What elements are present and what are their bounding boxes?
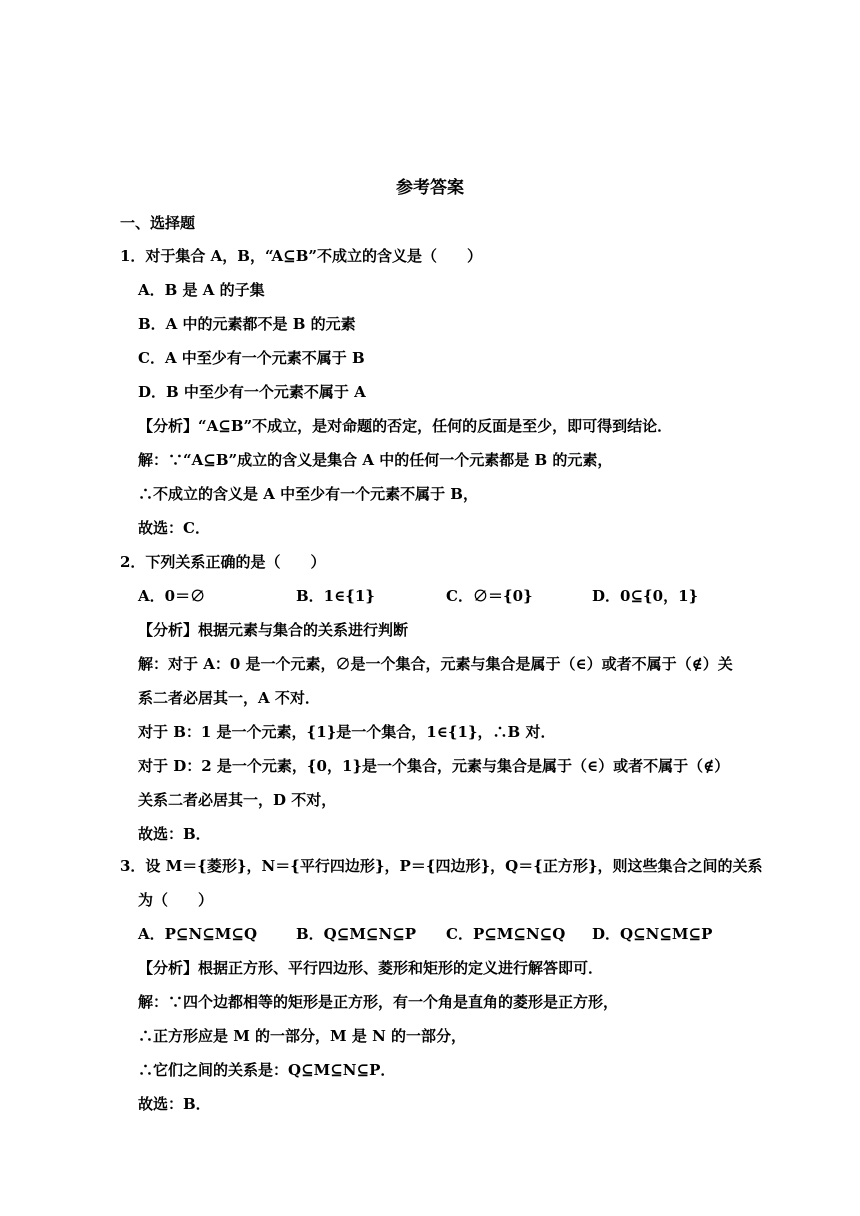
question-1-solution-line: ∴不成立的含义是 A 中至少有一个元素不属于 B， — [138, 485, 478, 503]
question-2-stem: 2．下列关系正确的是（ ） — [120, 553, 326, 571]
question-2-analysis: 【分析】根据元素与集合的关系进行判断 — [138, 621, 409, 639]
page-title: 参考答案 — [396, 178, 464, 198]
question-1-option-c: C．A 中至少有一个元素不属于 B — [138, 349, 365, 367]
question-3-option-d: D．Q⊆N⊆M⊆P — [592, 925, 713, 943]
question-1-option-b: B．A 中的元素都不是 B 的元素 — [138, 315, 356, 333]
question-3-stem: 3．设 M＝{菱形}，N＝{平行四边形}，P＝{四边形}，Q＝{正方形}，则这些集合之间的关系 — [120, 857, 763, 875]
question-1-solution-line: 解：∵“A⊆B”成立的含义是集合 A 中的任何一个元素都是 B 的元素， — [138, 451, 613, 469]
question-1-option-d: D．B 中至少有一个元素不属于 A — [138, 383, 366, 401]
question-2-solution-line: 对于 D：2 是一个元素，{0，1}是一个集合，元素与集合是属于（∈）或者不属于（∉） — [138, 757, 730, 775]
question-1-answer: 故选：C． — [138, 519, 210, 537]
question-3-analysis: 【分析】根据正方形、平行四边形、菱形和矩形的定义进行解答即可． — [138, 959, 604, 977]
section-heading: 一、选择题 — [120, 214, 196, 232]
question-2-answer: 故选：B． — [138, 825, 211, 843]
question-3-stem-continued: 为（ ） — [138, 891, 214, 909]
question-3-option-a: A．P⊆N⊆M⊆Q — [138, 925, 258, 943]
question-2-option-a: A．0＝∅ — [138, 587, 206, 605]
question-3-solution-line: 解：∵四个边都相等的矩形是正方形，有一个角是直角的菱形是正方形， — [138, 993, 619, 1011]
question-3-solution-line: ∴正方形应是 M 的一部分，M 是 N 的一部分， — [138, 1027, 467, 1045]
question-2-solution-line: 关系二者必居其一，D 不对， — [138, 791, 337, 809]
question-3-option-c: C．P⊆M⊆N⊆Q — [446, 925, 566, 943]
question-2-solution-line: 对于 B：1 是一个元素，{1}是一个集合，1∈{1}，∴B 对． — [138, 723, 556, 741]
question-2-solution-line: 系二者必居其一，A 不对． — [138, 689, 320, 707]
question-2-option-b: B．1∈{1} — [296, 587, 375, 605]
question-2-option-d: D．0⊆{0，1} — [592, 587, 699, 605]
question-2-solution-line: 解：对于 A：0 是一个元素，∅是一个集合，元素与集合是属于（∈）或者不属于（∉）关 — [138, 655, 733, 673]
question-1-stem: 1．对于集合 A，B，“A⊆B”不成立的含义是（ ） — [120, 247, 483, 265]
question-1-option-a: A．B 是 A 的子集 — [138, 281, 265, 299]
question-2-option-c: C．∅＝{0} — [446, 587, 533, 605]
question-3-answer: 故选：B． — [138, 1095, 211, 1113]
question-3-option-b: B．Q⊆M⊆N⊆P — [296, 925, 417, 943]
question-3-solution-line: ∴它们之间的关系是：Q⊆M⊆N⊆P． — [138, 1061, 396, 1079]
question-1-analysis: 【分析】“A⊆B”不成立，是对命题的否定，任何的反面是至少，即可得到结论． — [138, 417, 673, 435]
